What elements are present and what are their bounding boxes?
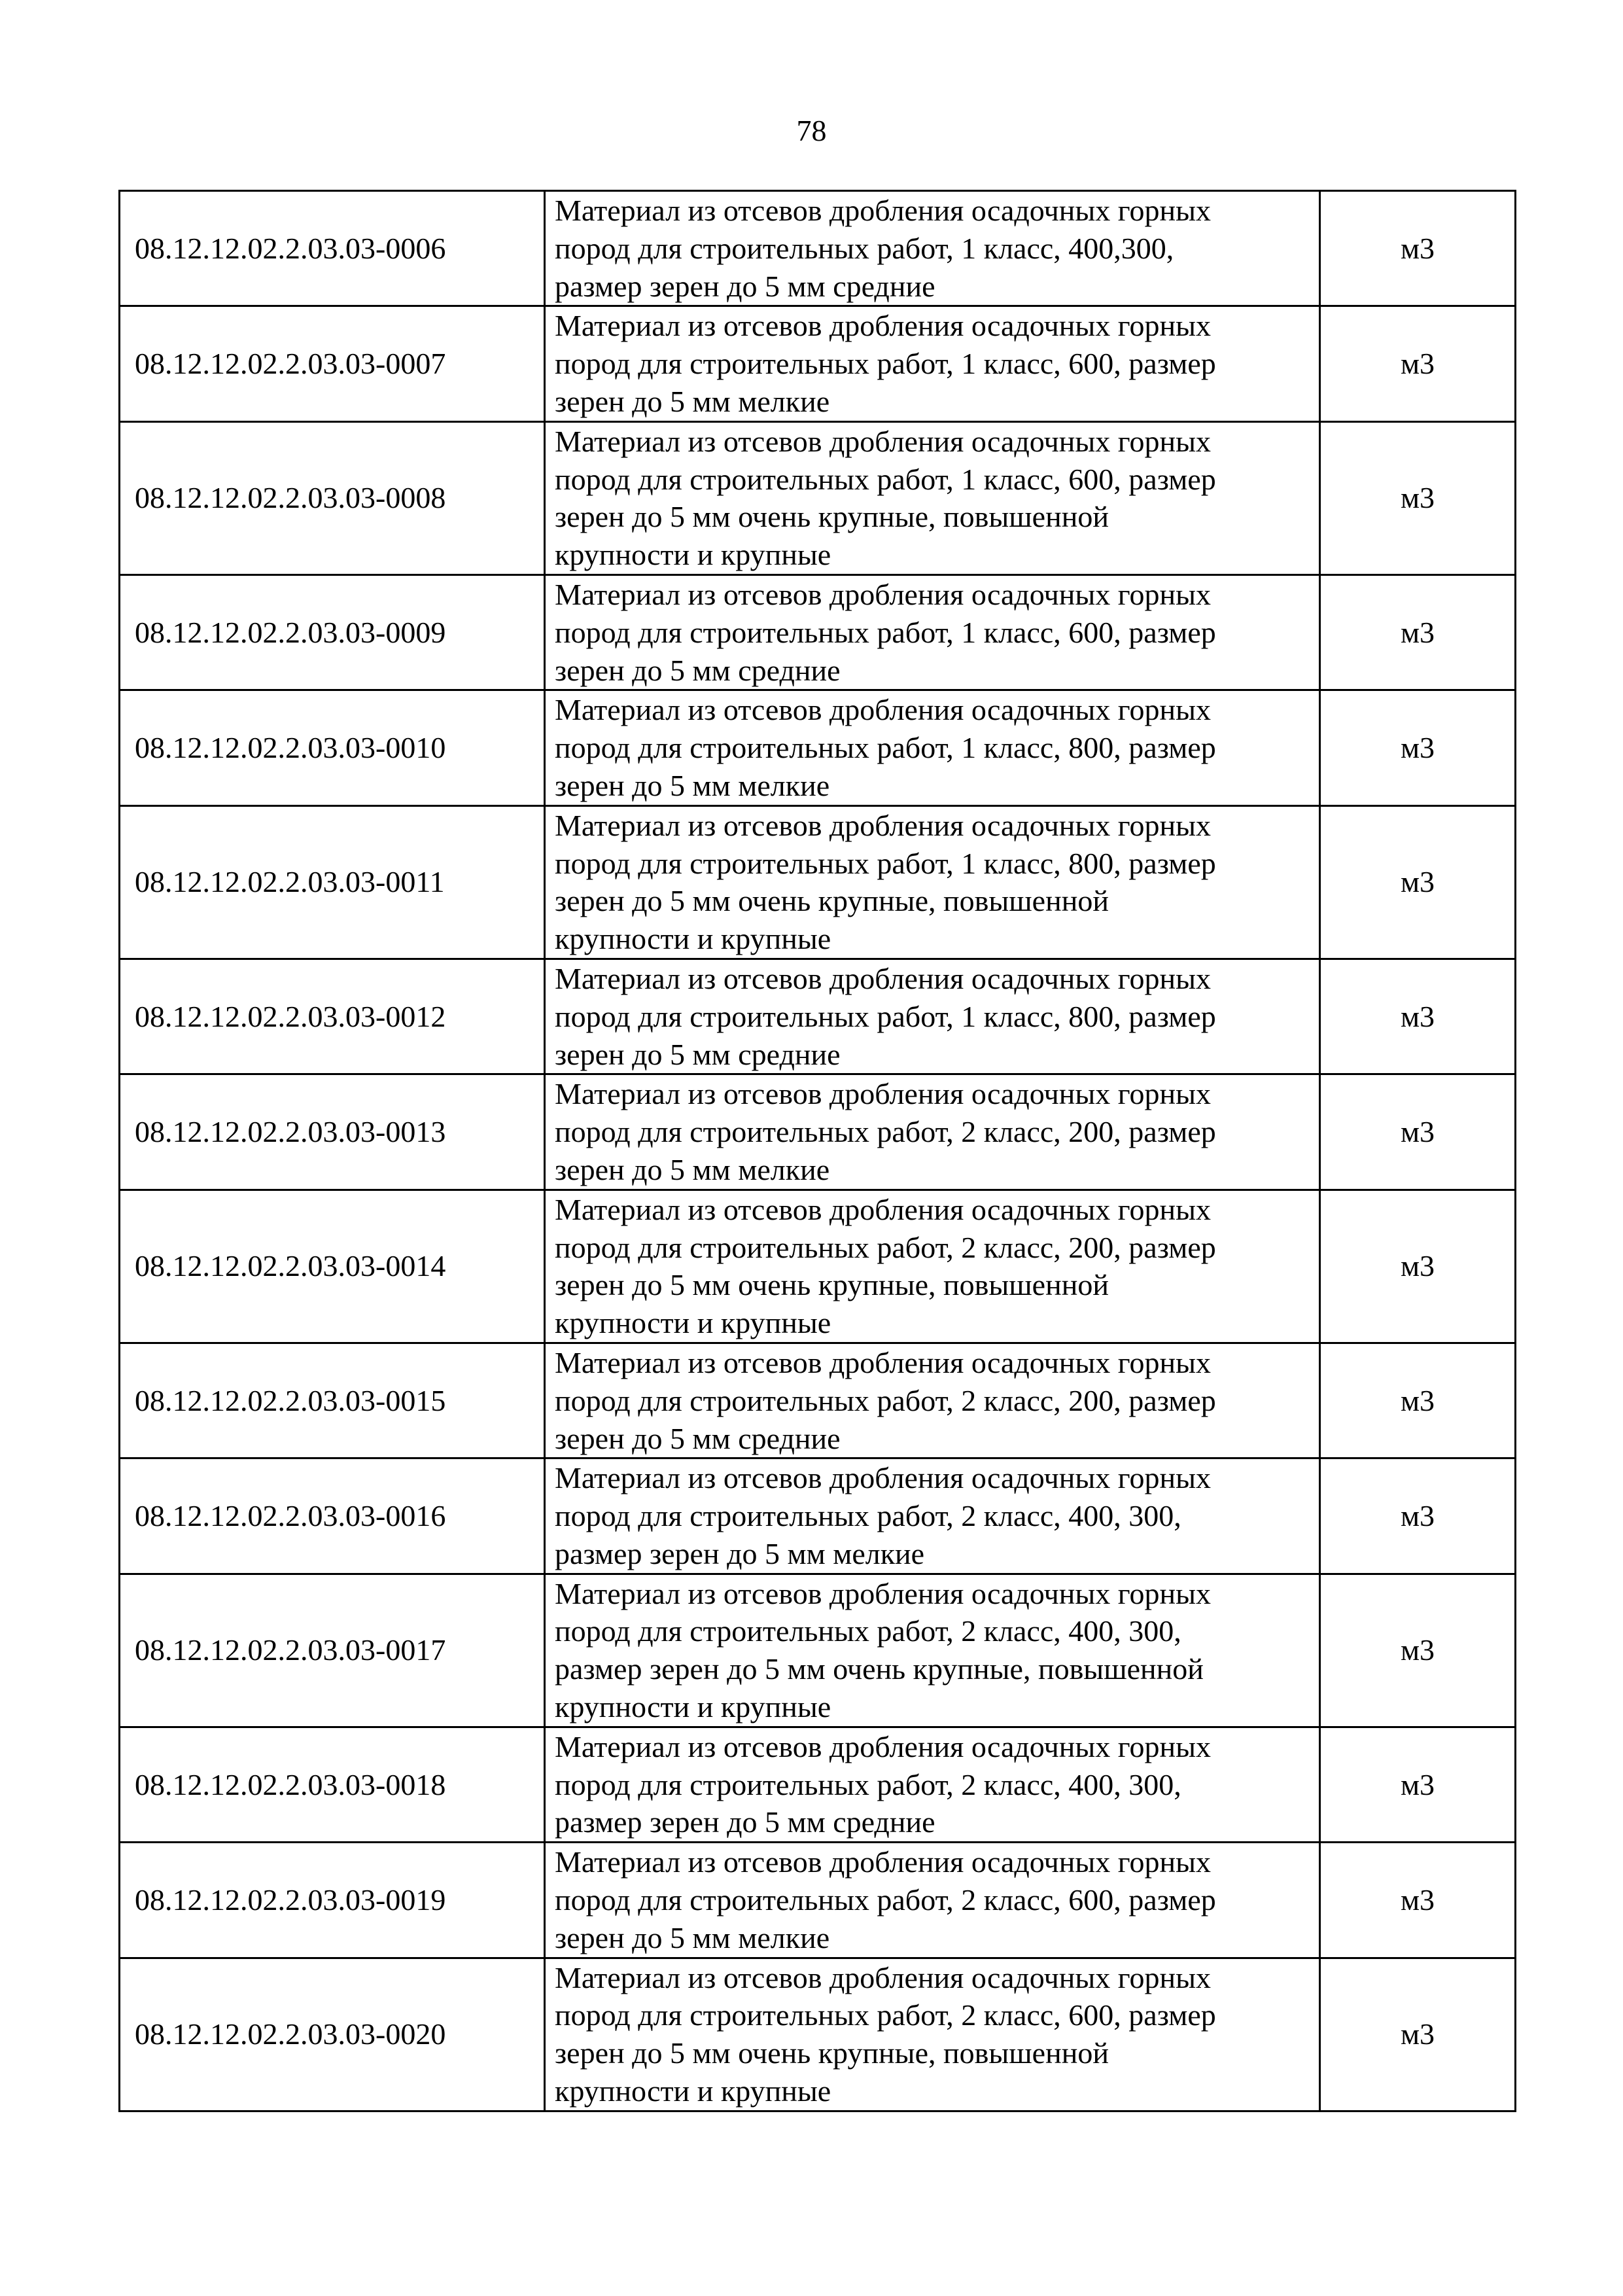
page-number: 78 bbox=[796, 114, 827, 147]
table-row bbox=[120, 959, 1516, 1074]
resource-code-cell: 08.12.12.02.2.03.03-0014 bbox=[120, 1190, 545, 1343]
resource-name-line: пород для строительных работ, 1 класс, 600, размер bbox=[555, 462, 1216, 496]
resource-code-cell: 08.12.12.02.2.03.03-0018 bbox=[120, 1727, 545, 1842]
resource-name-line: Материал из отсевов дробления осадочных горных bbox=[555, 424, 1211, 458]
resource-name-line: Материал из отсевов дробления осадочных горных bbox=[555, 1461, 1211, 1495]
resource-name-cell bbox=[545, 1843, 1320, 1958]
table-row bbox=[120, 1843, 1516, 1958]
resource-code-cell: 08.12.12.02.2.03.03-0007 bbox=[120, 306, 545, 421]
resource-name-line: Материал из отсевов дробления осадочных горных bbox=[555, 1845, 1211, 1879]
table-body bbox=[120, 191, 1516, 2111]
unit-cell: м3 bbox=[1320, 690, 1516, 805]
unit-cell: м3 bbox=[1320, 1343, 1516, 1458]
resource-name-line: пород для строительных работ, 1 класс, 800, размер bbox=[555, 731, 1216, 765]
resource-code-cell: 08.12.12.02.2.03.03-0016 bbox=[120, 1458, 545, 1574]
table-row bbox=[120, 1343, 1516, 1458]
resource-name-line: зерен до 5 мм очень крупные, повышенной bbox=[555, 1268, 1109, 1302]
resource-name-line: пород для строительных работ, 2 класс, 400, 300, bbox=[555, 1767, 1181, 1801]
resource-name-cell bbox=[545, 690, 1320, 805]
resource-name-line: крупности и крупные bbox=[555, 922, 831, 956]
resource-code-cell: 08.12.12.02.2.03.03-0020 bbox=[120, 1958, 545, 2111]
resource-name-line: размер зерен до 5 мм средние bbox=[555, 1805, 935, 1839]
resource-name-line: пород для строительных работ, 2 класс, 200, размер bbox=[555, 1230, 1216, 1264]
resource-name-line: пород для строительных работ, 1 класс, 800, размер bbox=[555, 999, 1216, 1033]
resource-code-cell: 08.12.12.02.2.03.03-0010 bbox=[120, 690, 545, 805]
unit-cell: м3 bbox=[1320, 1574, 1516, 1727]
resource-name-line: зерен до 5 мм очень крупные, повышенной bbox=[555, 500, 1109, 534]
unit-cell: м3 bbox=[1320, 574, 1516, 690]
resource-name-line: пород для строительных работ, 1 класс, 400,300, bbox=[555, 231, 1174, 265]
resource-name-cell bbox=[545, 191, 1320, 306]
resource-name-line: Материал из отсевов дробления осадочных горных bbox=[555, 194, 1211, 227]
resource-name-line: зерен до 5 мм очень крупные, повышенной bbox=[555, 2036, 1109, 2070]
resource-name-line: Материал из отсевов дробления осадочных горных bbox=[555, 1729, 1211, 1763]
table-row bbox=[120, 805, 1516, 959]
resource-name-line: Материал из отсевов дробления осадочных горных bbox=[555, 309, 1211, 343]
resource-name-cell bbox=[545, 1727, 1320, 1842]
resource-name-line: пород для строительных работ, 2 класс, 400, 300, bbox=[555, 1499, 1181, 1533]
resource-name-cell bbox=[545, 1958, 1320, 2111]
table-row bbox=[120, 306, 1516, 421]
table-row bbox=[120, 690, 1516, 805]
resource-name-line: Материал из отсевов дробления осадочных горных bbox=[555, 961, 1211, 995]
resource-code-cell: 08.12.12.02.2.03.03-0012 bbox=[120, 959, 545, 1074]
resource-name-line: пород для строительных работ, 1 класс, 600, размер bbox=[555, 615, 1216, 649]
resource-name-line: зерен до 5 мм мелкие bbox=[555, 384, 830, 418]
resource-name-cell bbox=[545, 1190, 1320, 1343]
resource-name-line: зерен до 5 мм средние bbox=[555, 1421, 841, 1455]
resource-name-cell bbox=[545, 306, 1320, 421]
resource-name-line: пород для строительных работ, 2 класс, 600, размер bbox=[555, 1883, 1216, 1917]
resource-code-cell: 08.12.12.02.2.03.03-0015 bbox=[120, 1343, 545, 1458]
unit-cell: м3 bbox=[1320, 1190, 1516, 1343]
unit-cell: м3 bbox=[1320, 1958, 1516, 2111]
table-row bbox=[120, 1574, 1516, 1727]
table-row bbox=[120, 1190, 1516, 1343]
resource-name-cell bbox=[545, 1074, 1320, 1190]
unit-cell: м3 bbox=[1320, 306, 1516, 421]
table-row bbox=[120, 191, 1516, 306]
unit-cell: м3 bbox=[1320, 1843, 1516, 1958]
resource-name-line: зерен до 5 мм средние bbox=[555, 653, 841, 687]
resource-name-line: размер зерен до 5 мм средние bbox=[555, 269, 935, 303]
resource-name-line: пород для строительных работ, 2 класс, 200, размер bbox=[555, 1115, 1216, 1149]
resource-name-line: пород для строительных работ, 1 класс, 600, размер bbox=[555, 347, 1216, 381]
unit-cell: м3 bbox=[1320, 1727, 1516, 1842]
resource-code-cell: 08.12.12.02.2.03.03-0009 bbox=[120, 574, 545, 690]
resource-name-line: зерен до 5 мм очень крупные, повышенной bbox=[555, 884, 1109, 918]
resource-name-line: зерен до 5 мм средние bbox=[555, 1037, 841, 1071]
resource-name-cell bbox=[545, 805, 1320, 959]
unit-cell: м3 bbox=[1320, 1074, 1516, 1190]
table-row bbox=[120, 1958, 1516, 2111]
resource-name-line: пород для строительных работ, 2 класс, 400, 300, bbox=[555, 1614, 1181, 1648]
table-row bbox=[120, 1074, 1516, 1190]
table-row bbox=[120, 1458, 1516, 1574]
resource-name-cell bbox=[545, 959, 1320, 1074]
resource-name-line: размер зерен до 5 мм мелкие bbox=[555, 1536, 925, 1570]
resource-code-cell: 08.12.12.02.2.03.03-0017 bbox=[120, 1574, 545, 1727]
resource-name-line: Материал из отсевов дробления осадочных горных bbox=[555, 1576, 1211, 1610]
resource-name-line: Материал из отсевов дробления осадочных горных bbox=[555, 577, 1211, 611]
resource-name-line: размер зерен до 5 мм очень крупные, повышенной bbox=[555, 1652, 1204, 1686]
resource-code-cell: 08.12.12.02.2.03.03-0013 bbox=[120, 1074, 545, 1190]
resource-name-line: зерен до 5 мм мелкие bbox=[555, 1152, 830, 1186]
resource-name-cell bbox=[545, 1458, 1320, 1574]
unit-cell: м3 bbox=[1320, 191, 1516, 306]
resource-name-line: Материал из отсевов дробления осадочных горных bbox=[555, 808, 1211, 842]
unit-cell: м3 bbox=[1320, 805, 1516, 959]
resource-name-line: крупности и крупные bbox=[555, 538, 831, 572]
resource-name-line: крупности и крупные bbox=[555, 1690, 831, 1724]
resource-name-line: Материал из отсевов дробления осадочных горных bbox=[555, 1077, 1211, 1111]
resource-name-line: крупности и крупные bbox=[555, 1306, 831, 1340]
unit-cell: м3 bbox=[1320, 959, 1516, 1074]
resource-name-cell bbox=[545, 1343, 1320, 1458]
resource-name-line: Материал из отсевов дробления осадочных горных bbox=[555, 1960, 1211, 1994]
resource-name-cell bbox=[545, 1574, 1320, 1727]
unit-cell: м3 bbox=[1320, 1458, 1516, 1574]
resource-name-line: Материал из отсевов дробления осадочных горных bbox=[555, 693, 1211, 727]
resource-name-line: пород для строительных работ, 2 класс, 200, размер bbox=[555, 1383, 1216, 1417]
table-row bbox=[120, 421, 1516, 574]
resource-name-cell bbox=[545, 421, 1320, 574]
resource-name-cell bbox=[545, 574, 1320, 690]
resource-name-line: пород для строительных работ, 1 класс, 800, размер bbox=[555, 846, 1216, 880]
resource-name-line: зерен до 5 мм мелкие bbox=[555, 768, 830, 802]
resource-name-line: пород для строительных работ, 2 класс, 600, размер bbox=[555, 1998, 1216, 2032]
resource-name-line: крупности и крупные bbox=[555, 2074, 831, 2108]
resource-name-line: зерен до 5 мм мелкие bbox=[555, 1920, 830, 1954]
resource-code-cell: 08.12.12.02.2.03.03-0006 bbox=[120, 191, 545, 306]
unit-cell: м3 bbox=[1320, 421, 1516, 574]
resource-name-line: Материал из отсевов дробления осадочных горных bbox=[555, 1345, 1211, 1379]
materials-table bbox=[118, 190, 1516, 2112]
table-row bbox=[120, 1727, 1516, 1842]
resource-code-cell: 08.12.12.02.2.03.03-0019 bbox=[120, 1843, 545, 1958]
table-row bbox=[120, 574, 1516, 690]
resource-code-cell: 08.12.12.02.2.03.03-0008 bbox=[120, 421, 545, 574]
resource-code-cell: 08.12.12.02.2.03.03-0011 bbox=[120, 805, 545, 959]
resource-name-line: Материал из отсевов дробления осадочных горных bbox=[555, 1192, 1211, 1226]
